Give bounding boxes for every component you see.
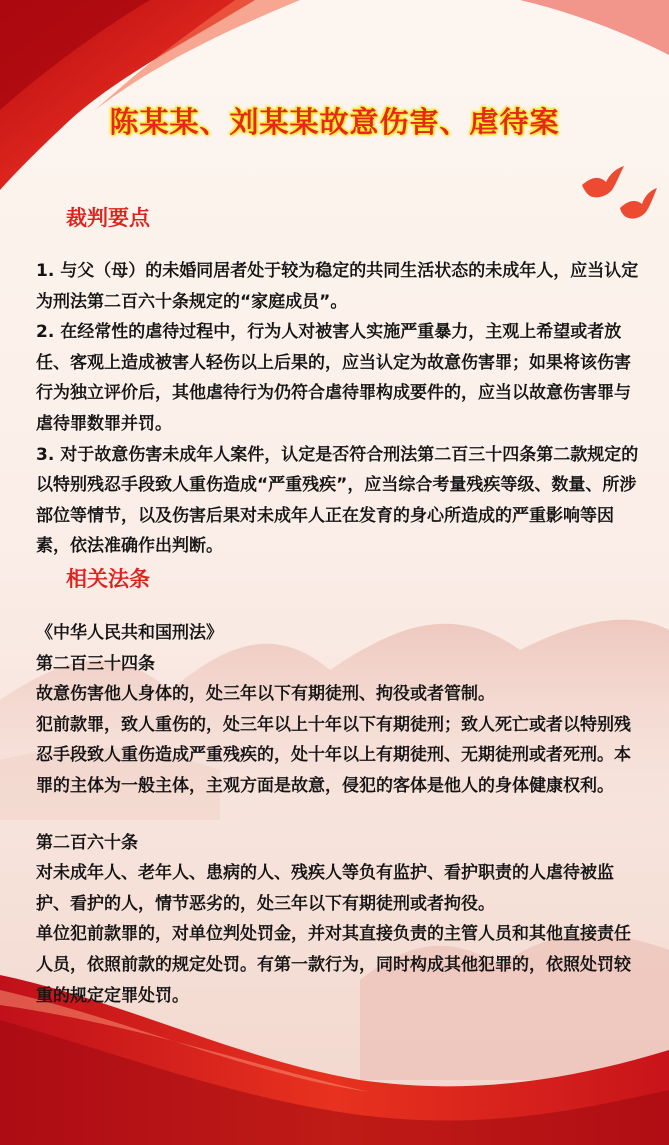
key-points-list xyxy=(36,256,640,562)
article-paragraph: 单位犯前款罪的，对单位判处罚金，并对其直接负责的主管人员和其他直接责任人员，依照前款的规定处罚。有第一款行为，同时构成其他犯罪的，依照处罚较重的规定定罪处罚。 xyxy=(36,924,631,1006)
law-source: 《中华人民共和国刑法》 xyxy=(36,623,223,643)
article-paragraph: 犯前款罪，致人重伤的，处三年以上十年以下有期徒刑；致人死亡或者以特别残忍手段致人重伤造成严重残疾的，处十年以上有期徒刑、无期徒刑或者死刑。本罪的主体为一般主体，主观方面是故意，侵犯的客体是他人的身体健康权利。 xyxy=(36,714,631,796)
key-point-item: 2. 在经常性的虐待过程中，行为人对被害人实施严重暴力，主观上希望或者放任、客观上造成被害人轻伤以上后果的，应当认定为故意伤害罪；如果将该伤害行为独立评价后，其他虐待行为仍符合虐待罪构成要件的，应当以故意伤害罪与虐待罪数罪并罚。 xyxy=(36,322,631,434)
related-law-text xyxy=(36,618,640,1011)
article-paragraph: 故意伤害他人身体的，处三年以下有期徒刑、拘役或者管制。 xyxy=(36,684,495,705)
page-title: 陈某某、刘某某故意伤害、虐待案 xyxy=(109,105,560,139)
article-title: 第二百三十四条 xyxy=(36,653,155,674)
key-point-item: 3. 对于故意伤害未成年人案件，认定是否符合刑法第二百三十四条第二款规定的以特别残忍手段致人重伤造成“严重残疾”，应当综合考量残疾等级、数量、所涉部位等情节，以及伤害后果对未成年人正在发育的身心所造成的严重影响等因素，依法准确作出判断。 xyxy=(36,444,639,557)
article-paragraph: 对未成年人、老年人、患病的人、残疾人等负有监护、看护职责的人虐待被监护、看护的人，情节恶劣的，处三年以下有期徒刑或者拘役。 xyxy=(36,863,614,914)
section-heading-related-law: 相关法条 xyxy=(66,567,150,591)
key-point-item: 1. 与父（母）的未婚同居者处于较为稳定的共同生活状态的未成年人，应当认定为刑法第二百六十条规定的“家庭成员”。 xyxy=(36,261,639,312)
section-heading-key-points: 裁判要点 xyxy=(66,206,150,230)
article-title: 第二百六十条 xyxy=(36,832,138,853)
